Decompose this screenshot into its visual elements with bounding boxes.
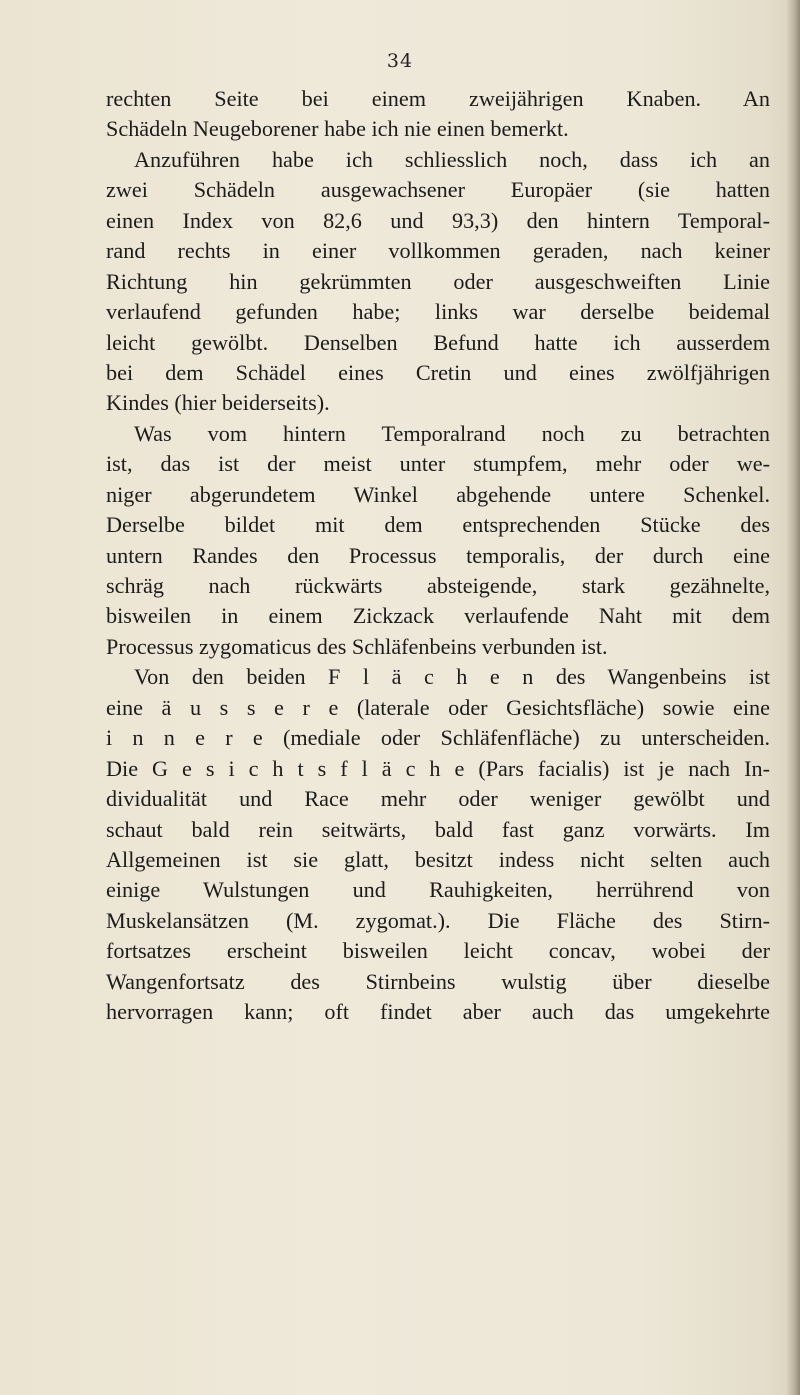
text-line: einige Wulstungen und Rauhigkeiten, herrührend von bbox=[106, 877, 770, 903]
text-line: Die G e s i c h t s f l ä c h e (Pars facialis) ist je nach In- bbox=[106, 755, 770, 781]
text-line: schräg nach rückwärts absteigende, stark gezähnelte, bbox=[106, 573, 770, 598]
text-line: dividualität und Race mehr oder weniger gewölbt und bbox=[106, 786, 770, 812]
text-line: bisweilen in einem Zickzack verlaufende Naht mit dem bbox=[106, 603, 770, 629]
text-line: Von den beiden F l ä c h e n des Wangenbeins ist bbox=[134, 664, 770, 690]
text-line: Derselbe bildet mit dem entsprechenden Stücke des bbox=[106, 512, 770, 538]
text-line: Anzuführen habe ich schliesslich noch, dass ich an bbox=[134, 146, 770, 172]
text-line: verlaufend gefunden habe; links war derselbe beidemal bbox=[106, 299, 770, 325]
text-line: Muskelansätzen (M. zygomat.). Die Fläche des Stirn- bbox=[106, 907, 770, 933]
text-line: untern Randes den Processus temporalis, der durch eine bbox=[106, 542, 770, 568]
text-line: Was vom hintern Temporalrand noch zu betrachten bbox=[134, 420, 770, 446]
text-line: Wangenfortsatz des Stirnbeins wulstig über dieselbe bbox=[106, 968, 770, 994]
text-line: fortsatzes erscheint bisweilen leicht concav, wobei der bbox=[106, 938, 770, 964]
body-text bbox=[106, 84, 770, 1028]
text-line: leicht gewölbt. Denselben Befund hatte ich ausserdem bbox=[106, 329, 770, 355]
text-line: rechten Seite bei einem zweijährigen Knaben. An bbox=[106, 86, 770, 111]
text-line: einen Index von 82,6 und 93,3) den hintern Temporal- bbox=[106, 207, 770, 233]
text-line: Allgemeinen ist sie glatt, besitzt indess nicht selten auch bbox=[106, 846, 770, 872]
text-line: zwei Schädeln ausgewachsener Europäer (sie hatten bbox=[106, 177, 770, 203]
text-line: rand rechts in einer vollkommen geraden, nach keiner bbox=[106, 238, 770, 264]
text-line: schaut bald rein seitwärts, bald fast ganz vorwärts. Im bbox=[106, 816, 770, 842]
text-line: bei dem Schädel eines Cretin und eines zwölfjährigen bbox=[106, 359, 770, 385]
text-line: hervorragen kann; oft findet aber auch das umgekehrte bbox=[106, 999, 770, 1025]
page-number: 34 bbox=[386, 50, 414, 72]
text-line: Kindes (hier beiderseits). bbox=[106, 390, 330, 416]
text-line: Richtung hin gekrümmten oder ausgeschweiften Linie bbox=[106, 268, 770, 294]
text-line: i n n e r e (mediale oder Schläfenfläche) zu unterscheiden. bbox=[106, 725, 770, 751]
page-edge-shadow bbox=[786, 0, 800, 1395]
text-line: eine ä u s s e r e (laterale oder Gesichtsfläche) sowie eine bbox=[106, 694, 770, 720]
text-line: Schädeln Neugeborener habe ich nie einen bemerkt. bbox=[106, 116, 569, 142]
text-line: Processus zygomaticus des Schläfenbeins verbunden ist. bbox=[106, 633, 608, 659]
text-line: niger abgerundetem Winkel abgehende untere Schenkel. bbox=[106, 481, 770, 507]
text-line: ist, das ist der meist unter stumpfem, mehr oder we- bbox=[106, 451, 770, 477]
